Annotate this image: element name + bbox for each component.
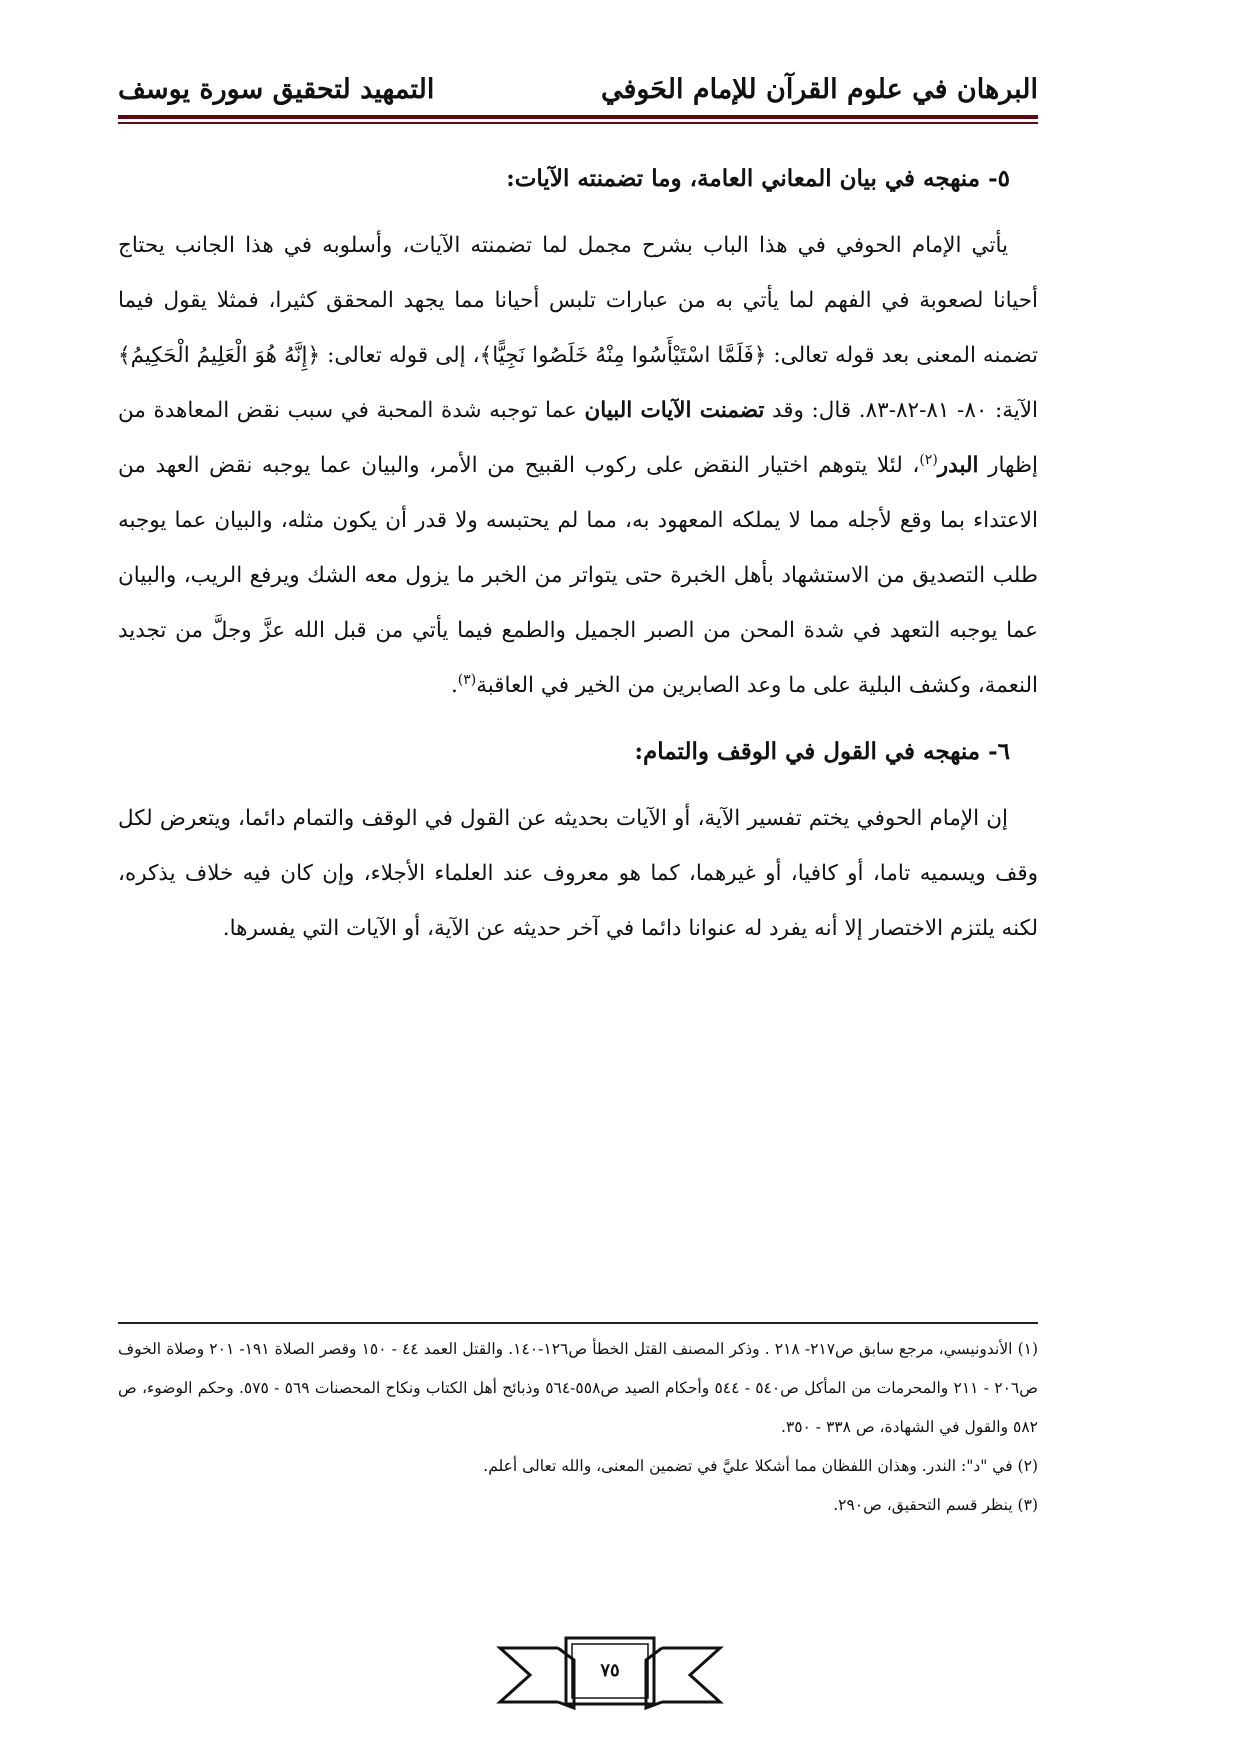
footnote-separator <box>118 1322 1038 1324</box>
footnote-ref-2[interactable]: (٢) <box>919 451 938 468</box>
footnote-1: (١) الأندونيسي، مرجع سابق ص٢١٧- ٢١٨ . وذكر المصنف القتل الخطأ ص١٢٦-١٤٠. والقتل العمد ٤٤ - ١٥٠ وقصر الصلاة ١٩١- ٢٠١ وصلاة الخوف ص٢٠٦ - ٢١١ والمحرمات من المأكل ص٥٤٠ - ٥٤٤ وأحكام الصيد ص٥٥٨-٥٦٤ وذبائح أهل الكتاب ونكاح المحصنات ٥٦٩ - ٥٧٥. وحكم الوضوء، ص ٥٨٢ والقول في الشهادة، ص ٣٣٨ - ٣٥٠. <box>118 1340 1039 1436</box>
footnote-ref-3[interactable]: (٣) <box>457 671 477 688</box>
para-text: ، لئلا يتوهم اختيار النقض على ركوب القبيح من الأمر، والبيان عما يوجبه نقض العهد من الاعتداء بما وقع لأجله مما لا يملكه المعهود به، مما لم يحتبسه ولا قدر أن يكون مثله، والبيان عما يوجبه طلب التصديق من الاستشهاد بأهل الخبرة حتى يتواتر من الخبر ما يزول معه الشك ويرفع الريب، والبيان عما يوجبه التعهد في شدة المحن من الصبر الجميل والطمع فيما يأتي من قبل الله عزَّ وجلَّ من تجديد النعمة، وكشف البلية على ما وعد الصابرين من الخير في العاقبة <box>118 453 1038 698</box>
quran-verse-2: ﴿إِنَّهُ هُوَ الْعَلِيمُ الْحَكِيمُ﴾ <box>118 343 321 368</box>
para-text: يأتي الإمام الحوفي في هذا الباب بشرح مجمل لما تضمنته الآيات، وأسلوبه في هذا الجانب يحتاج أحيانا لصعوبة في الفهم لما يأتي به من عبارات تلبس أحيانا مما يجهد المحقق كثيرا، فمثلا يقول فيما تضمنه المعنى بعد قوله تعالى: <box>118 233 1039 368</box>
footnote-2: (٢) في "د": الندر. وهذان اللفظان مما أشكلا عليَّ في تضمين المعنى، والله تعالى أعلم. <box>483 1457 1038 1475</box>
para-text: ، إلى قوله تعالى: <box>320 343 480 368</box>
main-text <box>118 140 1038 956</box>
para-end: . <box>450 673 458 698</box>
page-number: ٧٥ <box>600 1660 620 1681</box>
paragraph-section-5 <box>118 218 1038 713</box>
heading-section-5: ٥- منهجه في بيان المعاني العامة، وما تضمنته الآيات: <box>506 165 1010 192</box>
para-text: عما توجبه شدة المحبة في سبب نقض المعاهدة من إظهار <box>118 398 1038 478</box>
header-rule <box>118 115 1038 119</box>
bold-word: البدر <box>937 453 979 478</box>
bold-phrase: تضمنت الآيات البيان <box>584 398 765 423</box>
quran-verse-1: ﴿فَلَمَّا اسْتَيْأَسُوا مِنْهُ خَلَصُوا نَجِيًّا﴾ <box>479 343 767 368</box>
header-rule-thin <box>118 122 1038 124</box>
paragraph-section-6: إن الإمام الحوفي يختم تفسير الآية، أو الآيات بحديثه عن القول في الوقف والتمام دائما، ويتعرض لكل وقف ويسميه تاما، أو كافيا، أو غيرهما، كما هو معروف عند العلماء الأجلاء، وإن كان فيه خلاف يذكره، لكنه يلتزم الاختصار إلا أنه يفرد له عنوانا دائما في آخر حديثه عن الآية، أو الآيات التي يفسرها. <box>118 806 1038 941</box>
footnotes <box>118 1330 1038 1525</box>
book-title: البرهان في علوم القرآن للإمام الحَوفي <box>600 74 1038 105</box>
section-title: التمهيد لتحقيق سورة يوسف <box>118 74 435 105</box>
running-header <box>118 74 1038 120</box>
footnote-3: (٣) ينظر قسم التحقيق، ص٢٩٠. <box>833 1496 1038 1514</box>
heading-section-6: ٦- منهجه في القول في الوقف والتمام: <box>634 738 1010 765</box>
para-text: الآية: ٨٠- ٨١-٨٢-٨٣. قال: وقد <box>764 398 1038 423</box>
